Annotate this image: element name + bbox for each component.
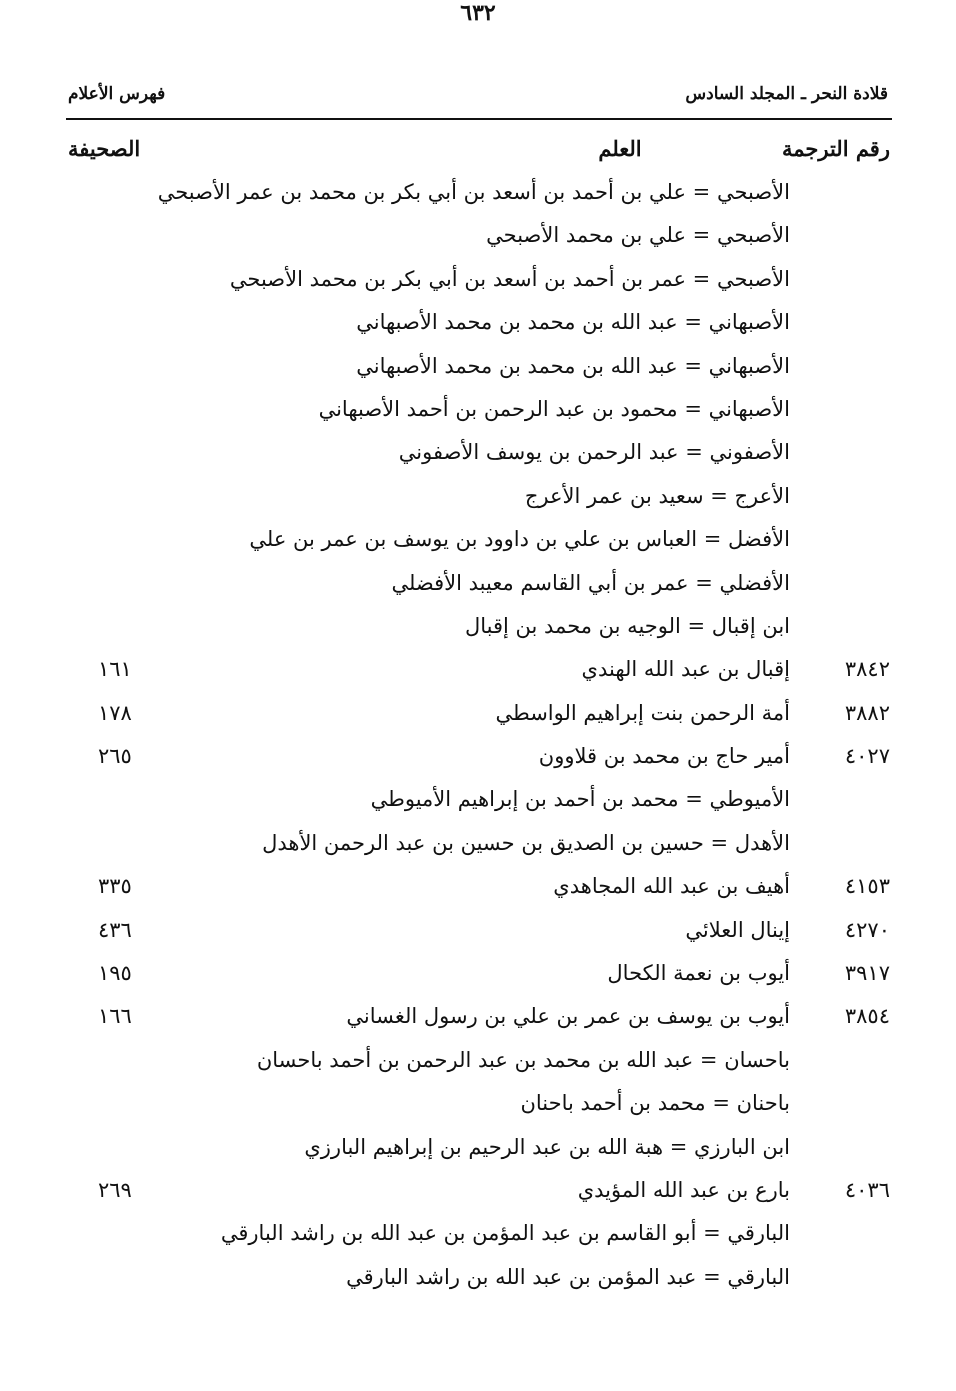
entry-page: ٢٦٥ (98, 744, 132, 769)
index-entry (0, 868, 956, 911)
running-head-section: فهرس الأعلام (68, 84, 166, 104)
index-entry (0, 521, 956, 564)
entry-number: ٣٨٥٤ (844, 1004, 890, 1029)
index-entry (0, 348, 956, 391)
entry-number: ٤٠٢٧ (844, 744, 890, 769)
entry-name: الأهدل = حسين بن الصديق بن حسين بن عبد الرحمن الأهدل (262, 830, 790, 855)
index-entry (0, 912, 956, 955)
index-entry (0, 391, 956, 434)
header-rule (66, 118, 892, 120)
index-entry (0, 998, 956, 1041)
entry-page: ٢٦٩ (98, 1177, 132, 1202)
index-entry (0, 608, 956, 651)
entry-page: ١٦٦ (98, 1004, 132, 1029)
index-entry (0, 217, 956, 260)
entry-name: ابن إقبال = الوجيه بن محمد بن إقبال (464, 613, 790, 638)
index-entry (0, 434, 956, 477)
entry-name: الأصفوني = عبد الرحمن بن يوسف الأصفوني (398, 440, 790, 465)
entry-number: ٣٨٤٢ (844, 657, 890, 682)
entry-page: ١٩٥ (98, 961, 132, 986)
entry-name: الأصبحي = علي بن أحمد بن أسعد بن أبي بكر بن محمد بن عمر الأصبحي (157, 180, 790, 204)
index-entry (0, 695, 956, 738)
index-entry (0, 825, 956, 868)
index-entry (0, 781, 956, 824)
entry-name: الأصبهاني = عبد الله بن محمد بن محمد الأصبهاني (356, 353, 790, 378)
index-entry (0, 738, 956, 781)
entry-name: الأصبحي = عمر بن أحمد بن أسعد بن أبي بكر بن محمد الأصبحي (229, 266, 790, 291)
entry-name: ابن البارزي = هبة الله بن عبد الرحيم بن إبراهيم البارزي (304, 1134, 790, 1159)
entry-name: أيوب بن يوسف بن عمر بن علي بن رسول الغساني (346, 1004, 790, 1029)
index-entry (0, 174, 956, 217)
index-entry (0, 955, 956, 998)
entry-name: باحسان = عبد الله بن محمد بن عبد الرحمن بن أحمد باحسان (256, 1047, 790, 1072)
entry-number: ٤١٥٣ (844, 874, 890, 899)
entry-name: الأصبحي = علي بن محمد الأصبحي (486, 223, 790, 248)
index-entry (0, 1215, 956, 1258)
index-entry (0, 1129, 956, 1172)
entry-name: أيوب بن نعمة الكحال (607, 961, 790, 986)
entry-name: الأفضل = العباس بن علي بن داوود بن يوسف بن عمر بن علي (249, 527, 790, 552)
entry-name: إقبال بن عبد الله الهندي (581, 657, 790, 682)
running-head-title: قلادة النحر ـ المجلد السادس (685, 84, 888, 104)
entry-page: ١٦١ (98, 657, 132, 682)
entry-page: ٣٣٥ (98, 874, 132, 899)
column-header-page: الصحيفة (68, 136, 141, 161)
entry-name: إينال العلائي (685, 917, 790, 942)
column-header-name: العلم (598, 136, 642, 161)
entry-name: الأفضلي = عمر بن أبي القاسم معيبد الأفضلي (391, 570, 790, 595)
entry-name: البارقي = عبد المؤمن بن عبد الله بن راشد البارقي (346, 1264, 790, 1289)
entry-name: الأصبهاني = محمود بن عبد الرحمن بن أحمد الأصبهاني (318, 396, 790, 421)
page-number: ٦٣٢ (460, 0, 496, 26)
entry-number: ٤٢٧٠ (844, 917, 890, 942)
entry-name: بارع بن عبد الله المؤيدي (577, 1177, 790, 1202)
entry-name: أمير حاج بن محمد بن قلاوون (538, 744, 790, 769)
index-list (0, 174, 956, 1302)
entry-name: أهيف بن عبد الله المجاهدي (553, 874, 790, 899)
entry-number: ٤٠٣٦ (844, 1177, 890, 1202)
entry-number: ٣٩١٧ (844, 961, 890, 986)
column-header-number: رقم الترجمة (781, 136, 890, 161)
index-entry (0, 1172, 956, 1215)
index-entry (0, 1259, 956, 1302)
entry-number: ٣٨٨٢ (844, 700, 890, 725)
index-entry (0, 651, 956, 694)
index-entry (0, 261, 956, 304)
index-entry (0, 1085, 956, 1128)
entry-name: البارقي = أبو القاسم بن عبد المؤمن بن عبد الله بن راشد البارقي (220, 1221, 790, 1246)
entry-page: ١٧٨ (98, 700, 132, 725)
entry-page: ٤٣٦ (98, 917, 132, 942)
entry-name: باحنان = محمد بن أحمد باحنان (520, 1091, 790, 1116)
entry-name: أمة الرحمن بنت إبراهيم الواسطي (495, 700, 790, 725)
index-entry (0, 304, 956, 347)
index-entry (0, 565, 956, 608)
entry-name: الأعرج = سعيد بن عمر الأعرج (524, 483, 790, 508)
entry-name: الأصبهاني = عبد الله بن محمد بن محمد الأصبهاني (356, 310, 790, 335)
entry-name: الأميوطي = محمد بن أحمد بن إبراهيم الأميوطي (370, 787, 790, 812)
index-entry (0, 1042, 956, 1085)
index-entry (0, 478, 956, 521)
